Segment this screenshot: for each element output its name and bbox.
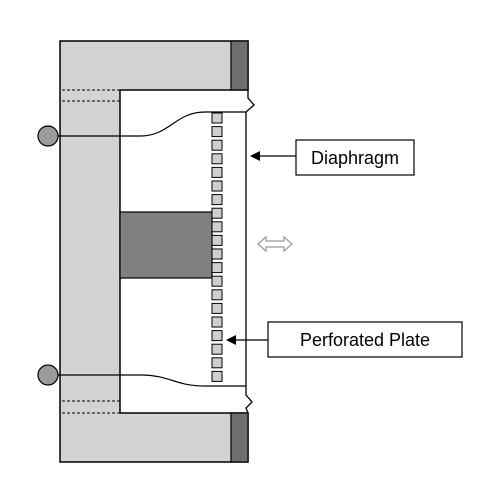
perforation-hole	[212, 235, 222, 245]
perforation-hole	[212, 331, 222, 341]
perforation-hole	[212, 140, 222, 150]
frame-accent-top	[231, 41, 248, 90]
perforation-hole	[212, 290, 222, 300]
perforation-hole	[212, 154, 222, 164]
perforation-hole	[212, 317, 222, 327]
perforation-hole	[212, 113, 222, 123]
perforated-plate-label	[268, 322, 462, 357]
motion-double-arrow-icon	[258, 237, 292, 251]
frame-accent-bottom	[231, 413, 248, 462]
perforation-hole	[212, 344, 222, 354]
perforation-hole	[212, 127, 222, 137]
perforation-hole	[212, 276, 222, 286]
perforation-hole	[212, 208, 222, 218]
diaphragm-label-text: Diaphragm	[310, 148, 400, 168]
diaphragm-label	[296, 140, 414, 175]
upper-electrode	[38, 126, 58, 146]
diaphragm	[246, 90, 254, 413]
perforation-hole	[212, 222, 222, 232]
perforation-hole	[212, 358, 222, 368]
perforation-hole	[212, 167, 222, 177]
perforation-hole	[212, 303, 222, 313]
perforated-plate	[212, 113, 222, 381]
perforated-plate-pointer	[226, 335, 268, 345]
diaphragm-pointer	[250, 151, 296, 161]
perforation-hole	[212, 195, 222, 205]
perforated-plate-label-text: Perforated Plate	[299, 330, 431, 350]
backplate	[120, 212, 212, 278]
perforation-hole	[212, 181, 222, 191]
perforation-hole	[212, 263, 222, 273]
lower-electrode	[38, 365, 58, 385]
perforation-hole	[212, 371, 222, 381]
perforation-hole	[212, 249, 222, 259]
